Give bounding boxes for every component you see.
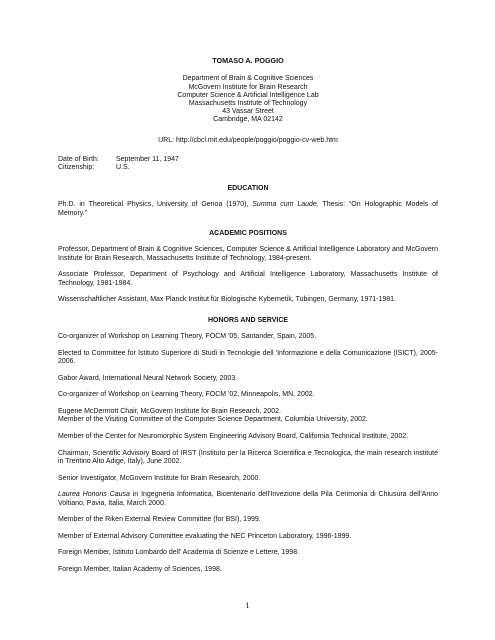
date-of-birth-row: [58, 156, 438, 164]
url-line: URL: http://cbcl.mit.edu/people/poggio/poggio-cv-web.htm: [158, 136, 338, 144]
honors-entry: Foreign Member, Istituto Lombardo dell' Academia di Scienze e Lettere, 1998.: [58, 549, 300, 557]
honors-degree-text: in Ingegneria Informatica, Bicentenario dell'Invezione della Pila Cerimonia di Chiusura dell'Anno Voltiano, Pavia, Italia, March 2000.: [58, 491, 439, 507]
cv-content: [58, 57, 438, 583]
honors-entry: Chairman, Scientific Advisory Board of IRST (Instituto per la Ricerca Scientifica e Tecnologica, the main research institute in Trentino Alto Adige, Italy), June 2002.: [58, 449, 438, 465]
honors-line: Eugene McDermott Chair, McGovern Institute for Brain Research, 2002.: [58, 407, 281, 415]
address-block: [58, 75, 438, 124]
education-entry: [58, 201, 438, 218]
dob-value: September 11, 1947: [116, 155, 179, 163]
honors-entry: [58, 408, 438, 425]
address-line: 43 Vassar Street: [222, 108, 274, 116]
honors-entry: [58, 491, 438, 508]
page-number: 1: [245, 600, 250, 610]
honors-entry: Member of the Riken External Review Committee (for BSI), 1999.: [58, 516, 261, 524]
personal-facts: [58, 156, 438, 173]
education-heading: EDUCATION: [227, 184, 269, 192]
academic-heading: ACADEMIC POSITIONS: [209, 229, 287, 237]
education-honor: Summa cum Laude: [252, 201, 317, 209]
citizenship-value: U.S.: [116, 164, 130, 172]
person-name: TOMASO A. POGGIO: [212, 56, 284, 65]
honors-entry: Foreign Member, Italian Academy of Sciences, 1998.: [58, 565, 222, 573]
address-line: Massachusetts Institute of Technology: [188, 99, 308, 107]
dob-label: Date of Birth:: [58, 155, 99, 163]
honors-entry: Senior Investigator, McGovern Institute for Brain Research, 2000.: [58, 474, 261, 482]
honors-entry: Co-organizer of Workshop on Learning Theory, FOCM '05, Santander, Spain, 2005.: [58, 333, 317, 341]
academic-entry: Professor, Department of Brain & Cognitive Sciences, Computer Science & Artificial Intelligence Laboratory and McGovern Institute for Brain Research, Massachusetts Institute of Technology, 1984-present.: [58, 246, 438, 262]
address-line: Department of Brain & Cognitive Sciences: [182, 75, 314, 83]
citizenship-label: Citizenship:: [58, 164, 95, 172]
address-line: Cambridge, MA 02142: [213, 116, 283, 124]
address-line: McGovern Institute for Brain Research: [188, 83, 308, 91]
honors-line: Member of the Visiting Committee of the Computer Science Department, Columbia University, 2002.: [58, 416, 368, 424]
academic-entry: Wissenschaftlicher Assistant, Max Planck Institut für Biologische Kybernetik, Tubingen, Germany, 1971-1981.: [58, 296, 396, 304]
honors-heading: HONORS AND SERVICE: [207, 316, 289, 324]
honors-entry: Member of External Advisory Committee evaluating the NEC Princeton Laboratory, 1996-1999.: [58, 532, 352, 540]
education-text-a: Ph.D. in Theoretical Physics, University of Genoa (1970),: [58, 201, 253, 209]
citizenship-row: [58, 164, 438, 172]
honors-entry: Member of the Center for Neuromorphic System Engineering Advisory Board, California Technical Institute, 2002.: [58, 432, 409, 440]
honors-entry: Co-organizer of Workshop on Learning Theory, FOCM '02, Minneapolis, MN, 2002.: [58, 391, 315, 399]
honors-degree-title: Laurea Honoris Causa: [58, 491, 130, 499]
honors-entry: Elected to Committee for Istituto Superiore di Studi in Tecnologie dell 'Informazione e della Comunicazione (ISICT), 2005-2006.: [58, 349, 438, 366]
honors-entry: Gabor Award, International Neural Network Society, 2003.: [58, 374, 238, 382]
education-text-b: . Thesis: “On Holographic Models of Memory.”: [58, 201, 438, 217]
academic-entry: Associate Professor, Department of Psychology and Artificial Intelligence Laboratory, Massachusetts Institute of Technology, 1981-1984.: [58, 271, 438, 287]
address-line: Computer Science & Artificial Intelligence Lab: [177, 91, 319, 99]
